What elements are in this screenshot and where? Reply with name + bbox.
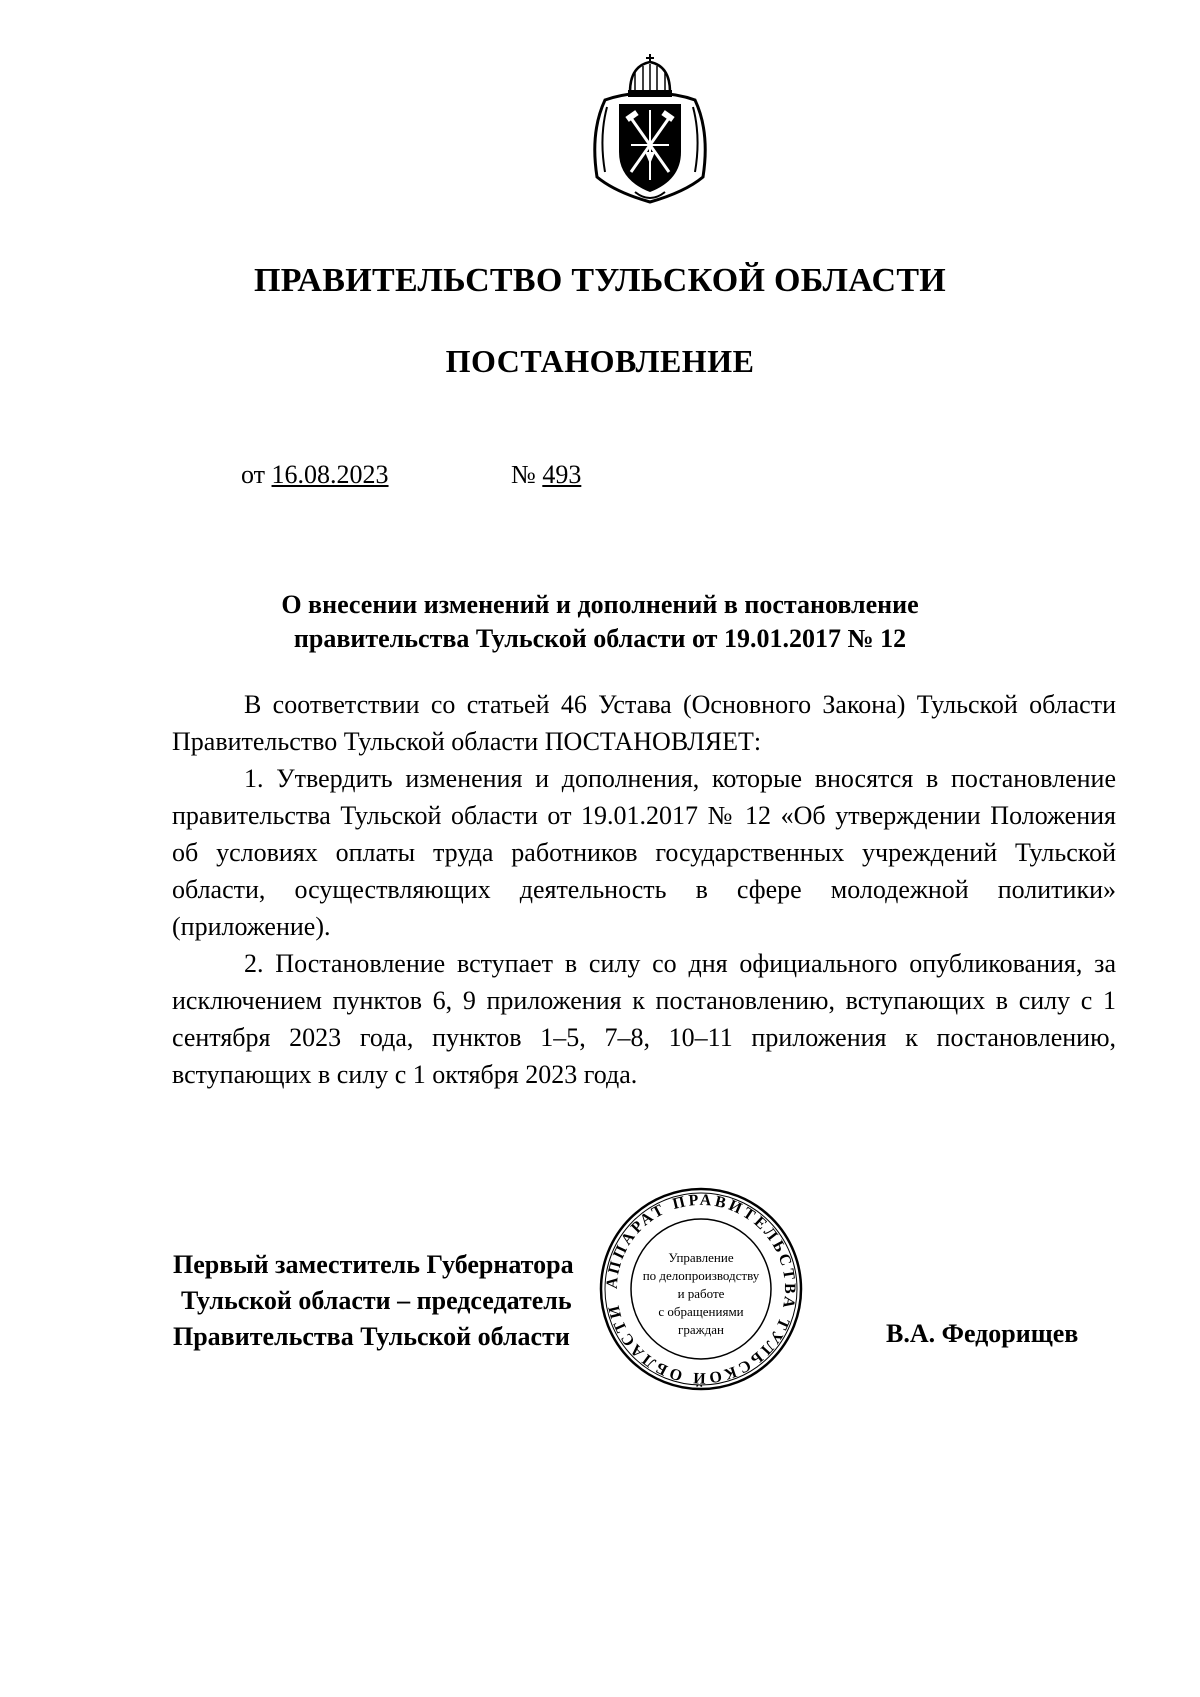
signatory-name: В.А. Федорищев [886,1319,1079,1348]
document-type: ПОСТАНОВЛЕНИЕ [445,343,755,379]
number-field [511,460,581,490]
number-prefix: № [511,460,536,489]
body-paragraph-item-2: 2. Постановление вступает в силу со дня официального опубликования, за исключением пунктов 6, 9 приложения к постановлению, вступающих в силу с 1 сентября 2023 года, пунктов 1–5, 7–8, 10–11 приложения к постановлению, вступающих в силу с 1 октября 2023 года. [172,949,1116,1089]
document-number: 493 [542,460,582,489]
stamp-center-line-1: Управление [668,1250,734,1265]
position-line-3: Правительства Тульской области [173,1322,570,1351]
position-line-2: Тульской области – председатель [181,1286,572,1315]
document-date: 16.08.2023 [271,460,389,489]
position-line-1: Первый заместитель Губернатора [173,1250,574,1279]
organization-name: ПРАВИТЕЛЬСТВО ТУЛЬСКОЙ ОБЛАСТИ [253,262,947,299]
document-body [172,686,1116,1093]
official-stamp [596,1184,806,1394]
signatory-position [173,1247,574,1355]
subject-line-1: О внесении изменений и дополнений в постановление [281,590,919,619]
document-subject [180,588,1020,656]
stamp-center-line-3: и работе [677,1286,725,1301]
stamp-center-line-4: с обращениями [658,1304,744,1319]
coat-of-arms-icon [585,52,715,212]
stamp-center-line-5: граждан [678,1322,724,1337]
stamp-center-line-2: по делопроизводству [642,1268,760,1283]
body-paragraph-item-1: 1. Утвердить изменения и дополнения, которые вносятся в постановление правительства Тульской области от 19.01.2017 № 12 «Об утверждении Положения об условиях оплаты труда работников государственных учреждений Тульской области, осуществляющих деятельность в сфере молодежной политики» (приложение). [172,764,1116,941]
date-prefix: от [241,460,266,489]
subject-line-2: правительства Тульской области от 19.01.2017 № 12 [293,624,907,653]
stamp-ring-text: АППАРАТ ПРАВИТЕЛЬСТВА ТУЛЬСКОЙ ОБЛАСТИ [603,1191,799,1387]
date-field [241,460,389,490]
body-paragraph-preamble: В соответствии со статьей 46 Устава (Основного Закона) Тульской области Правительство Тульской области ПОСТАНОВЛЯЕТ: [172,690,1116,756]
